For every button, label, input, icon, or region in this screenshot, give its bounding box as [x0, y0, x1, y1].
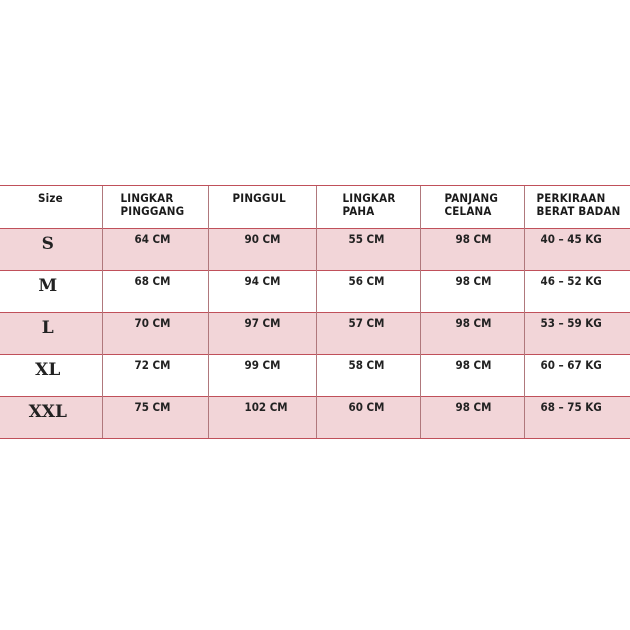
berat-badan-cell: 40 – 45 KG — [524, 229, 630, 271]
lingkar-pinggang-cell: 64 CM — [102, 229, 208, 271]
pinggul-cell: 90 CM — [208, 229, 316, 271]
lingkar-paha-cell: 57 CM — [316, 313, 420, 355]
size-cell: M — [0, 271, 102, 313]
size-cell: L — [0, 313, 102, 355]
header-size: Size — [0, 186, 102, 229]
panjang-celana-cell: 98 CM — [420, 397, 524, 439]
panjang-celana-cell: 98 CM — [420, 355, 524, 397]
lingkar-pinggang-cell: 75 CM — [102, 397, 208, 439]
panjang-celana-cell: 98 CM — [420, 229, 524, 271]
lingkar-pinggang-cell: 70 CM — [102, 313, 208, 355]
panjang-celana-cell: 98 CM — [420, 313, 524, 355]
table-row — [0, 355, 630, 397]
lingkar-paha-cell: 55 CM — [316, 229, 420, 271]
header-lingkar-paha: LINGKAR PAHA — [316, 186, 420, 229]
pinggul-cell: 97 CM — [208, 313, 316, 355]
berat-badan-cell: 53 – 59 KG — [524, 313, 630, 355]
pinggul-cell: 94 CM — [208, 271, 316, 313]
lingkar-pinggang-cell: 68 CM — [102, 271, 208, 313]
berat-badan-cell: 60 – 67 KG — [524, 355, 630, 397]
lingkar-paha-cell: 56 CM — [316, 271, 420, 313]
berat-badan-cell: 46 – 52 KG — [524, 271, 630, 313]
berat-badan-cell: 68 – 75 KG — [524, 397, 630, 439]
lingkar-paha-cell: 58 CM — [316, 355, 420, 397]
size-cell: XL — [0, 355, 102, 397]
table-row — [0, 313, 630, 355]
lingkar-paha-cell: 60 CM — [316, 397, 420, 439]
lingkar-pinggang-cell: 72 CM — [102, 355, 208, 397]
header-lingkar-pinggang: LINGKAR PINGGANG — [102, 186, 208, 229]
size-chart-table — [0, 185, 630, 439]
header-pinggul: PINGGUL — [208, 186, 316, 229]
table-row — [0, 397, 630, 439]
size-cell: S — [0, 229, 102, 271]
table-row — [0, 229, 630, 271]
pinggul-cell: 102 CM — [208, 397, 316, 439]
header-perkiraan-berat-badan: PERKIRAAN BERAT BADAN — [524, 186, 630, 229]
header-row — [0, 186, 630, 229]
pinggul-cell: 99 CM — [208, 355, 316, 397]
table-row — [0, 271, 630, 313]
header-panjang-celana: PANJANG CELANA — [420, 186, 524, 229]
size-cell: XXL — [0, 397, 102, 439]
panjang-celana-cell: 98 CM — [420, 271, 524, 313]
